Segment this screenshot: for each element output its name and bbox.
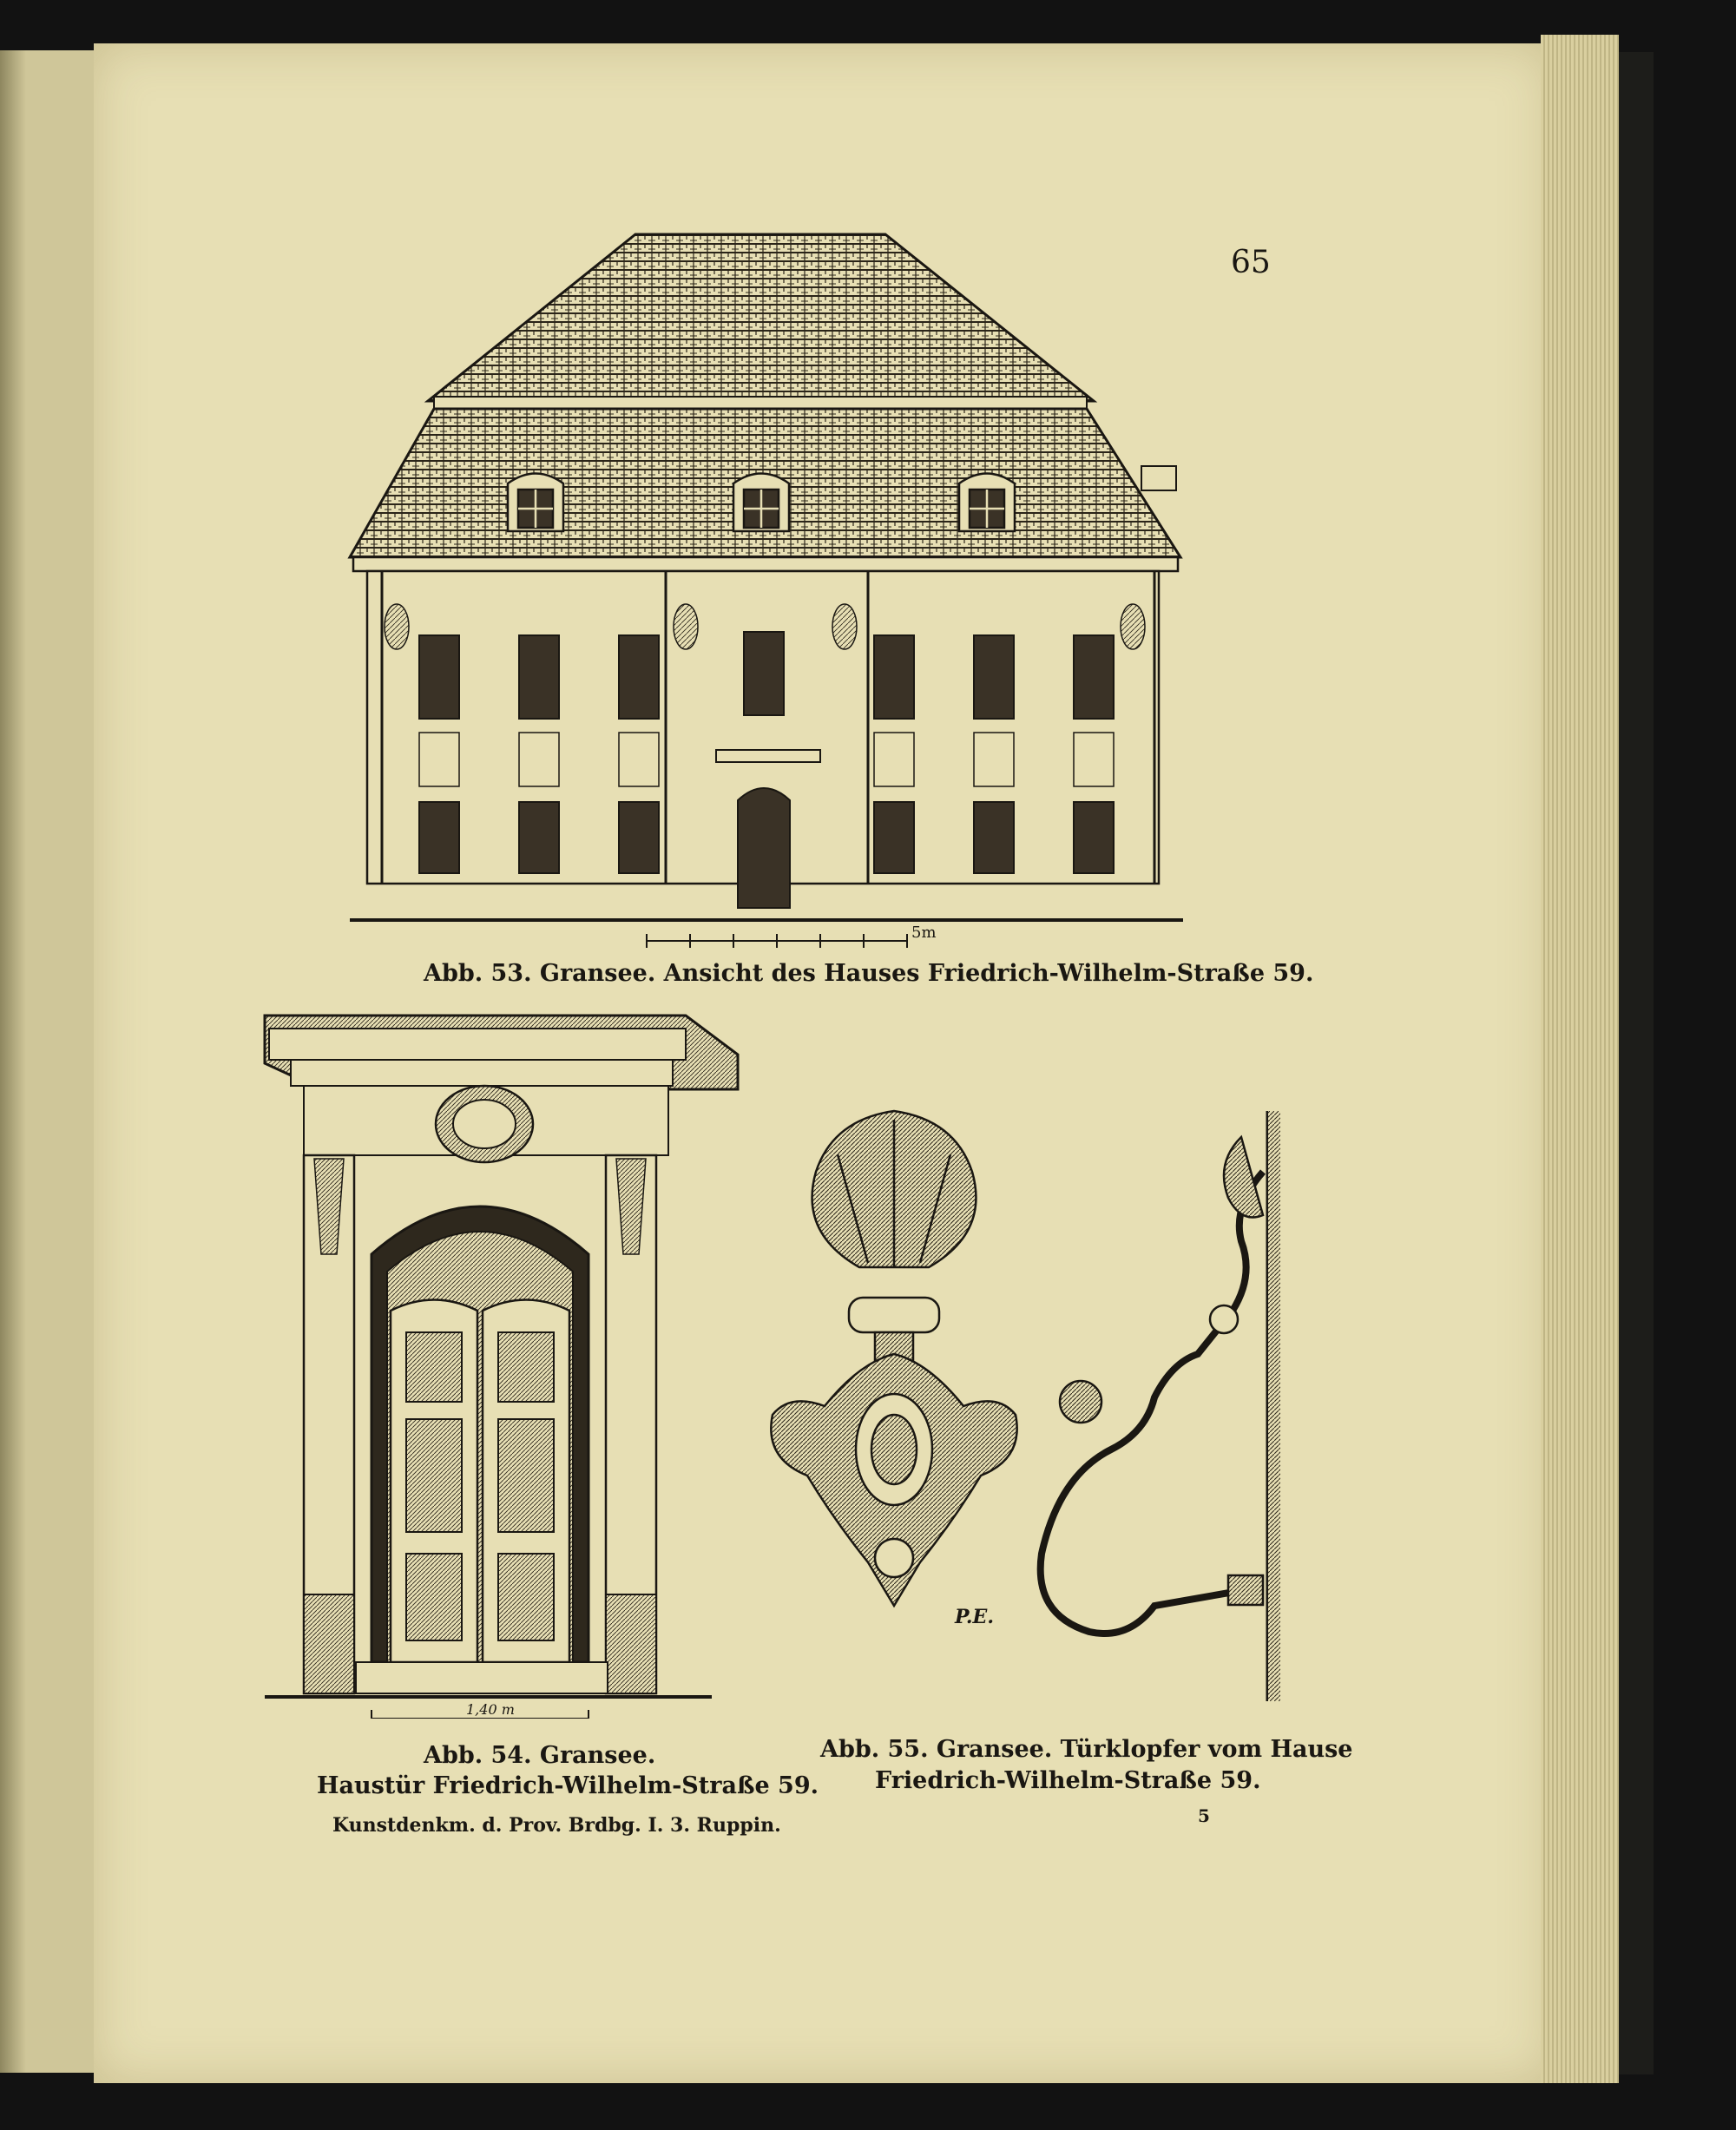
scale-bar xyxy=(647,934,907,948)
entrance-door xyxy=(738,788,790,908)
artist-signature: P.E. xyxy=(955,1606,994,1628)
upper-windows xyxy=(419,632,1114,719)
footer-note: Kunstdenkm. d. Prov. Brdbg. I. 3. Ruppin. xyxy=(332,1814,781,1837)
book-cover-edge xyxy=(1619,52,1654,2074)
signature-mark: 5 xyxy=(1198,1805,1210,1826)
caption-abb54-line2: Haustür Friedrich-Wilhelm-Straße 59. xyxy=(317,1772,819,1799)
caption-abb55-line2: Friedrich-Wilhelm-Straße 59. xyxy=(875,1767,1261,1794)
knocker-front-view xyxy=(771,1111,1016,1606)
portal-scale-label: 1,40 m xyxy=(463,1701,518,1718)
house-facade-illustration xyxy=(343,227,1194,948)
page-number: 65 xyxy=(1231,245,1271,280)
knocker-side-view xyxy=(1041,1111,1274,1701)
page-edges xyxy=(1541,35,1619,2083)
door-portal-illustration xyxy=(260,1011,746,1719)
left-page-edge xyxy=(0,50,26,2073)
upper-roof xyxy=(428,234,1094,401)
scale-label: 5m xyxy=(911,924,937,942)
door-knocker-illustration xyxy=(746,1102,1285,1701)
caption-abb55-line1: Abb. 55. Gransee. Türklopfer vom Hause xyxy=(820,1736,1353,1763)
caption-abb54-line1: Abb. 54. Gransee. xyxy=(424,1742,656,1769)
caption-abb53: Abb. 53. Gransee. Ansicht des Hauses Friedrich-Wilhelm-Straße 59. xyxy=(424,960,1314,987)
